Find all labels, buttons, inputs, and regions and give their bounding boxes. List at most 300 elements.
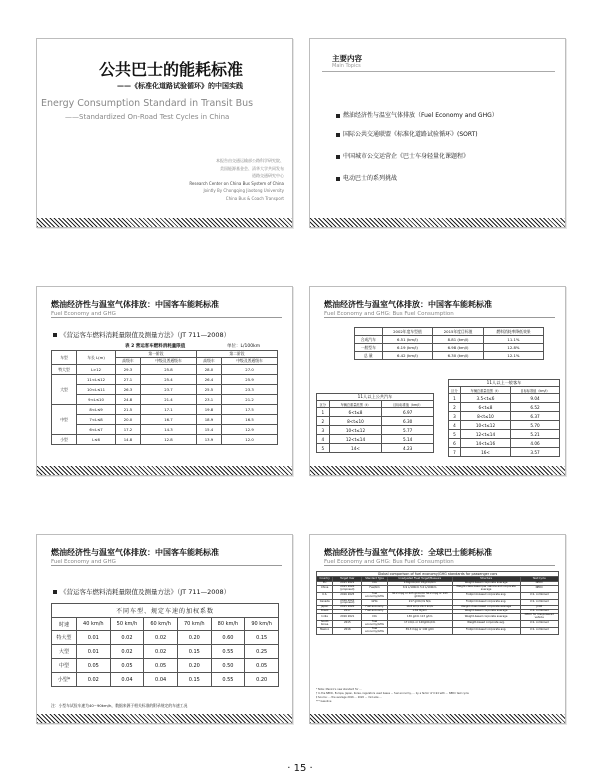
table-cell: 16<: [460, 448, 510, 457]
table-row: [449, 448, 560, 457]
table-cell: 3.57: [511, 448, 560, 457]
col-header: Unadjusted Fleet Target/Measure: [387, 577, 452, 582]
table-cell: 大型: [52, 375, 77, 405]
slide-heading: 燃油经济性与温室气体排放：中国客车能耗标准: [51, 300, 219, 309]
table-cell: 6.52: [511, 403, 560, 412]
table-cell: 5.77: [382, 426, 434, 435]
col-header: [355, 328, 383, 336]
table-cell: 5.21: [511, 430, 560, 439]
table-cell: 12.9: [222, 425, 278, 435]
table-cell: GHG: [362, 599, 387, 606]
table-row: [317, 444, 434, 453]
table-row: [449, 421, 560, 430]
table-row: [317, 426, 434, 435]
table-row: [317, 408, 434, 417]
table-cell: 大型: [52, 645, 77, 659]
weighting-table: [51, 603, 279, 687]
table-notes: [316, 688, 469, 704]
table-row: [317, 435, 434, 444]
slide-footer-stripe: [310, 714, 565, 723]
table-cell: Brazil: [317, 610, 333, 614]
note-line: * Note: Mexico's new standard for ...: [316, 688, 362, 691]
table-cell: 8.81 (km/l): [433, 336, 484, 344]
slide-title-subtitle: ——《标准化道路试验循环》的中国实践: [117, 82, 243, 90]
table-cell: 中型: [52, 405, 77, 435]
table-cell: 1: [449, 394, 461, 403]
table-cell: 0.60: [211, 631, 245, 645]
col-header: 车型: [52, 351, 77, 365]
col-header: 车辆总重量范围（t）: [329, 401, 382, 408]
table-cell: 26.4: [196, 375, 221, 385]
contents-item: [336, 110, 498, 119]
table-row: [449, 412, 560, 421]
table-cell: Footprint-based corporate avg.: [452, 592, 520, 599]
table-cell: 4.23: [382, 444, 434, 453]
table-cell: 19.8: [196, 405, 221, 415]
table-row: [355, 344, 544, 352]
standard-name: [53, 330, 230, 339]
slide-title-en-sub: ——Standardized On-Road Test Cycles in China: [65, 113, 230, 121]
org-cn-line-1: 本报告由交通运输部公路科学研究院、: [216, 158, 284, 163]
table-cell: 23.1: [196, 395, 221, 405]
table-cell: 11<L≤12: [77, 375, 116, 385]
table-cell: 5.70: [511, 421, 560, 430]
bullet-square-icon: [336, 114, 340, 118]
table-cell: 14.8: [115, 435, 140, 445]
table-cell: NEDC: [520, 585, 558, 592]
table-cell: 3: [449, 412, 461, 421]
divider: [322, 71, 555, 72]
table-row: [317, 620, 559, 627]
table-cell: 12<t≤14: [329, 435, 382, 444]
col-header: Country: [317, 577, 333, 582]
table-cell: 小型*: [52, 673, 77, 687]
table-cell: U.S.: [317, 592, 333, 599]
col-header: 2002年度车型值: [382, 328, 433, 336]
table-cell: 18.9: [196, 415, 221, 425]
bullet-square-icon: [336, 177, 340, 181]
table-cell: 130gCO₂/km 95gCO₂/km: [387, 582, 452, 586]
table-cell: 6.37: [511, 412, 560, 421]
bullet-square-icon: [336, 155, 340, 159]
table-cell: Weight-based corporate avg.: [452, 620, 520, 627]
table-cell: 0.15: [245, 631, 279, 645]
contents-item: [336, 129, 478, 138]
contents-item-text: 中国城市公交运营企《巴士车身轻量化课题程》: [343, 153, 470, 160]
table-cell: 0.02: [110, 645, 144, 659]
table-cell: U.S. combined: [520, 610, 558, 614]
slide-footer-stripe: [37, 466, 292, 475]
table-cell: 12.1%: [483, 352, 543, 360]
note-line: ‡ Source: ... the average 2016 ... 2020 ... mid-size ...: [316, 696, 382, 699]
col-header: 高级车: [115, 358, 140, 365]
bus-weight-table: [316, 393, 434, 453]
table-cell: Japan: [317, 606, 333, 610]
table-cell: 2016 2025 (proposed): [333, 599, 362, 606]
col-header: 2015年度目标值: [433, 328, 484, 336]
table-cell: 9.04: [511, 394, 560, 403]
col-header: 60 km/h: [144, 618, 178, 631]
contents-item-text: 国际公共交通联盟《标准化道路试验循环》(SORT): [343, 131, 478, 138]
table-cell: 0.20: [177, 659, 211, 673]
table-cell: 0.02: [76, 673, 110, 687]
table-cell: 16.5: [222, 415, 278, 425]
table-cell: 25.5: [196, 385, 221, 395]
table-cell: 23.3: [222, 385, 278, 395]
table-cell: 0.04: [110, 673, 144, 687]
table-cell: 28.0: [196, 365, 221, 375]
contents-item: [336, 173, 397, 182]
org-cn-line-2: 美国能源基金会、清华大学共同发布: [220, 165, 284, 171]
col-header: 50 km/h: [110, 618, 144, 631]
table-row: [52, 645, 279, 659]
table-cell: 5: [317, 444, 330, 453]
table-cell: 14.3: [141, 425, 197, 435]
page-number: · 15 ·: [287, 763, 313, 774]
table-cell: JC08: [520, 606, 558, 610]
table-cell: 6.42 (km/l): [382, 352, 433, 360]
table-cell: 11.1%: [483, 336, 543, 344]
org-en-line-2: Jointly By Chongqing Jiaotong University: [203, 188, 284, 193]
table-cell: 8<t≤10: [329, 417, 382, 426]
limits-table: [51, 350, 278, 445]
table-cell: 0.05: [144, 659, 178, 673]
col-header: 车长 L(m): [77, 351, 116, 365]
table-cell: 17.1: [141, 405, 197, 415]
table-cell: 2015 2021: [333, 582, 362, 586]
table-row: [52, 415, 278, 425]
global-standards-table: [316, 571, 559, 635]
table-cell: China: [317, 585, 333, 592]
table-cell: NEDC for low-powered vehicle: [520, 614, 558, 621]
table-cell: 6: [449, 439, 461, 448]
slide-japan-standard: [309, 286, 566, 476]
col-header: 中级及普通级车: [141, 358, 197, 365]
col-header: 80 km/h: [211, 618, 245, 631]
table-cell: 2016 2021: [333, 614, 362, 621]
table-row: [449, 394, 560, 403]
table-cell: 7<L≤8: [77, 415, 116, 425]
table-cell: 0.20: [177, 631, 211, 645]
standard-text: 《营运客车燃料消耗量限值及测量方法》（JT 711—2008）: [60, 331, 231, 339]
table-row: [355, 336, 544, 344]
table-caption: 不同车型、规定车速的加权系数: [52, 604, 279, 618]
slide-footer-stripe: [310, 466, 565, 475]
table-cell: U.S. combined: [520, 592, 558, 599]
table-cell: 6.30: [382, 417, 434, 426]
table-cell: EU: [317, 582, 333, 586]
table-cell: 6<L≤7: [77, 425, 116, 435]
table-cell: 小型: [52, 435, 77, 445]
table-row: [449, 430, 560, 439]
table-cell: 特大型: [52, 631, 77, 645]
table-cell: 6<t≤8: [460, 403, 510, 412]
table-caption: Global comparison of fuel economy/GHG standards for passenger cars: [317, 572, 559, 577]
table-cell: 12.0: [222, 435, 278, 445]
table-row: [52, 365, 278, 375]
table-cell: South Korea: [317, 620, 333, 627]
table-cell: 3.5<t≤6: [460, 394, 510, 403]
note-line: † In the NEDC, Europe, Japan, Korea, regulators used bases ... fuel economy, ... by a factor of 0.94 with ... NEDC test cycle: [316, 692, 469, 695]
table-cell: 12.8%: [483, 344, 543, 352]
table-cell: 0.25: [245, 645, 279, 659]
table-cell: 0.05: [110, 659, 144, 673]
table-cell: 0.02: [144, 631, 178, 645]
table-row: [449, 439, 560, 448]
table-cell: 27.0: [222, 365, 278, 375]
table-cell: 6.51 (km/l): [382, 336, 433, 344]
table-cell: 12<t≤14: [460, 430, 510, 439]
table-unit: 单位：L/100km: [227, 344, 261, 349]
table-cell: 合成汽车: [355, 336, 383, 344]
table-cell: 17 km/L or 140gCO₂/km: [387, 620, 452, 627]
table-cell: 2015: [333, 620, 362, 627]
table-cell: 7: [449, 448, 461, 457]
table-cell: Weight-based corporate average: [452, 582, 520, 586]
table-row: [317, 592, 559, 599]
table-cell: 2: [449, 403, 461, 412]
bullet-square-icon: [53, 590, 57, 594]
table-cell: 16.8 km/L 20.3 km/L: [387, 606, 452, 610]
table-row: [317, 627, 559, 634]
table-cell: U.S. combined: [520, 627, 558, 634]
table-cell: 26.3: [115, 385, 140, 395]
table-cell: 6.9 L/100km 5.0 L/100km: [387, 585, 452, 592]
table-cell: 0.50: [211, 659, 245, 673]
table-cell: 10<t≤12: [460, 421, 510, 430]
table-cell: India: [317, 614, 333, 621]
table-cell: Fuel economy: [362, 606, 387, 610]
contents-item-text: 电动巴士的系列挑战: [343, 175, 398, 182]
table-cell: 20.0: [115, 415, 140, 425]
table-cell: 21.2: [222, 395, 278, 405]
slide-heading-en: Fuel Economy and GHG: Bus Fuel Consumption: [324, 559, 454, 565]
table-cell: 25.4: [141, 375, 197, 385]
slide-china-standard: [36, 286, 293, 476]
table-cell: 1: [317, 408, 330, 417]
table-title: 表 2 营运客车燃料消耗量限值: [125, 344, 186, 349]
table-cell: NEDC: [520, 582, 558, 586]
table-cell: CO₂: [362, 582, 387, 586]
table-row: [52, 425, 278, 435]
table-cell: 13.9: [196, 435, 221, 445]
table-cell: 12.8: [141, 435, 197, 445]
slide-header: [324, 299, 555, 318]
table-cell: 27.1: [115, 375, 140, 385]
table-cell: 0.01: [76, 645, 110, 659]
table-cell: 5.14: [382, 435, 434, 444]
slide-heading: 燃油经济性与温室气体排放：中国客车能耗标准: [51, 548, 219, 557]
table-cell: Weight-based corporate average: [452, 614, 520, 621]
slide-heading: 燃油经济性与温室气体排放：全球巴士能耗标准: [324, 548, 492, 557]
table-cell: 6<t≤8: [329, 408, 382, 417]
table-cell: 14<: [329, 444, 382, 453]
col-header: Structure: [452, 577, 520, 582]
table-cell: Fuel economy/GHG: [362, 627, 387, 634]
table-cell: Fuel economy/GHG: [362, 592, 387, 599]
col-header: 中级及普通级车: [222, 358, 278, 365]
table-cell: 4: [449, 421, 461, 430]
table-cell: 6.19 (km/l): [382, 344, 433, 352]
table-cell: 29.3: [115, 365, 140, 375]
table-row: [52, 385, 278, 395]
slide-heading-en: Fuel Economy and GHG: [51, 311, 116, 317]
table-cell: L≤6: [77, 435, 116, 445]
standard-text: 《营运客车燃料消耗量限值及测量方法》（JT 711—2008）: [60, 588, 231, 596]
table-cell: 17.2: [115, 425, 140, 435]
table-cell: 23.7: [141, 385, 197, 395]
table-cell: 9<L≤10: [77, 395, 116, 405]
col-header: 区分: [449, 387, 461, 394]
contents-heading-en: Main Topics: [332, 63, 361, 69]
table-cell: 2: [317, 417, 330, 426]
slide-footer-stripe: [310, 218, 565, 227]
table-cell: 130 g/km 113 g/km: [387, 614, 452, 621]
table-row: [449, 403, 560, 412]
table-cell: 6.30 (km/l): [433, 352, 484, 360]
fleet-target-table: [354, 327, 544, 360]
table-row: [52, 673, 279, 687]
table-cell: Weight-based corporate average: [452, 610, 520, 614]
org-en-line-1: Research Center on China Bus System of China: [189, 180, 284, 186]
table-cell: 总 量: [355, 352, 383, 360]
table-cell: 8<t≤10: [460, 412, 510, 421]
slide-contents: [309, 38, 566, 228]
bullet-square-icon: [336, 133, 340, 137]
table-cell: Canada: [317, 599, 333, 606]
col-header: Standard Type: [362, 577, 387, 582]
table-cell: 3: [317, 426, 330, 435]
table-cell: 15.4: [196, 425, 221, 435]
table-cell: CO₂: [362, 614, 387, 621]
contents-item-text: 燃油经济性与温室气体排放（Fuel Economy and GHG）: [343, 112, 498, 119]
table-cell: 0.20: [245, 673, 279, 687]
bullet-square-icon: [53, 333, 57, 337]
table-cell: 1.82 MJ/km: [387, 610, 452, 614]
slide-weighting: [36, 534, 293, 724]
table-cell: 2016: [333, 627, 362, 634]
contents-item: [336, 151, 469, 160]
table-cell: Fuel economy/GHG: [362, 620, 387, 627]
table-cell: 2015 2020 (proposed): [333, 585, 362, 592]
table-row: [52, 659, 279, 673]
table-cell: Mexico: [317, 627, 333, 634]
table-cell: 10<t≤12: [329, 426, 382, 435]
table-cell: 14<t≤16: [460, 439, 510, 448]
table-cell: 4.06: [511, 439, 560, 448]
table-cell: 25.8: [141, 365, 197, 375]
table-cell: 16.7: [141, 415, 197, 425]
note-line: *** Gasoline: [316, 700, 332, 703]
table-cell: 21.5: [115, 405, 140, 415]
table-cell: 0.04: [144, 673, 178, 687]
table-cell: 8<L≤9: [77, 405, 116, 415]
table-cell: L>12: [77, 365, 116, 375]
table-cell: 17.5: [222, 405, 278, 415]
table-row: [52, 405, 278, 415]
table-row: [52, 631, 279, 645]
table-cell: 2016 2025: [333, 592, 362, 599]
table-cell: 0.05: [76, 659, 110, 673]
table-cell: 25.9: [222, 375, 278, 385]
table-row: [52, 435, 278, 445]
table-cell: 4: [317, 435, 330, 444]
slide-footer-stripe: [37, 218, 292, 227]
table-row: [52, 375, 278, 385]
table-cell: 一般型车: [355, 344, 383, 352]
table-cell: Weight-class based corporate average: [452, 606, 520, 610]
col-header: 高级车: [196, 358, 221, 365]
slide-header: [324, 547, 555, 566]
contents-heading: 主要内容: [332, 54, 362, 63]
table-cell: 0.02: [144, 645, 178, 659]
standard-name: [53, 587, 230, 596]
table-cell: 10<L≤11: [77, 385, 116, 395]
table-cell: 0.05: [245, 659, 279, 673]
table-cell: Weight-class based per vehicle and corporate average: [452, 585, 520, 592]
slide-heading: 燃油经济性与温室气体排放：中国客车能耗标准: [324, 300, 492, 309]
col-header: 90 km/h: [245, 618, 279, 631]
table-cell: Footprint-based corporate avg.: [452, 599, 520, 606]
table-cell: 0.01: [76, 631, 110, 645]
group-header: 第一阶段: [115, 351, 196, 358]
col-header: 目标标准值（km/l）: [511, 387, 560, 394]
slide-title-en: Energy Consumption Standard in Transit Bus: [41, 98, 254, 109]
col-header: Test Cycle: [520, 577, 558, 582]
table-cell: 特大型: [52, 365, 77, 375]
col-header: 70 km/h: [177, 618, 211, 631]
table-cell: Fuel/km: [362, 585, 387, 592]
table-cell: 39.3 mpg or 140 g/mi: [387, 627, 452, 634]
table-caption: 11人以上公共汽车: [317, 394, 434, 401]
col-header: Target Year: [333, 577, 362, 582]
table-cell: Fuel economy: [362, 610, 387, 614]
table-caption: 11人以上一般客车: [449, 380, 560, 387]
table-row: [317, 614, 559, 621]
slide-global-standards: [309, 534, 566, 724]
table-cell: 6.97: [382, 408, 434, 417]
table-cell: U.S. combined: [520, 620, 558, 627]
table-cell: 2017: [333, 610, 362, 614]
table-cell: 5: [449, 430, 461, 439]
table-cell: 0.15: [177, 673, 211, 687]
slide-title-heading: 公共巴士的能耗标准: [99, 60, 244, 79]
coach-weight-table: [448, 379, 560, 457]
table-cell: 24.8: [115, 395, 140, 405]
table-row: [355, 352, 544, 360]
table-row: [317, 417, 434, 426]
table-cell: 6.98 (km/l): [433, 344, 484, 352]
table-cell: 0.55: [211, 673, 245, 687]
col-header: 车辆总重量范围（t）: [460, 387, 510, 394]
table-row: [52, 395, 278, 405]
table-cell: 0.15: [177, 645, 211, 659]
col-header: 区分: [317, 401, 330, 408]
table-cell: 中型: [52, 659, 77, 673]
table-cell: 36.2 mpg or 225 gCO₂/mi 56.2 mpg or 143 gCO₂/mi: [387, 592, 452, 599]
slide-heading-en: Fuel Economy and GHG: Bus Fuel Consumption: [324, 311, 454, 317]
table-cell: U.S. combined: [520, 599, 558, 606]
table-cell: 217 gCO₂/mi N/A: [387, 599, 452, 606]
slide-header: [51, 299, 282, 318]
table-cell: 21.4: [141, 395, 197, 405]
org-block: [189, 157, 284, 202]
org-cn-line-3: 道路交通研究中心: [252, 173, 284, 178]
table-cell: 2015 2020: [333, 606, 362, 610]
col-header: 40 km/h: [76, 618, 110, 631]
table-footnote: 注：小型车试验车速为40~90km/h，数据来源于相关标准的附录规定的车速工况: [51, 703, 188, 708]
slide-heading-en: Fuel Economy and GHG: [51, 559, 116, 565]
